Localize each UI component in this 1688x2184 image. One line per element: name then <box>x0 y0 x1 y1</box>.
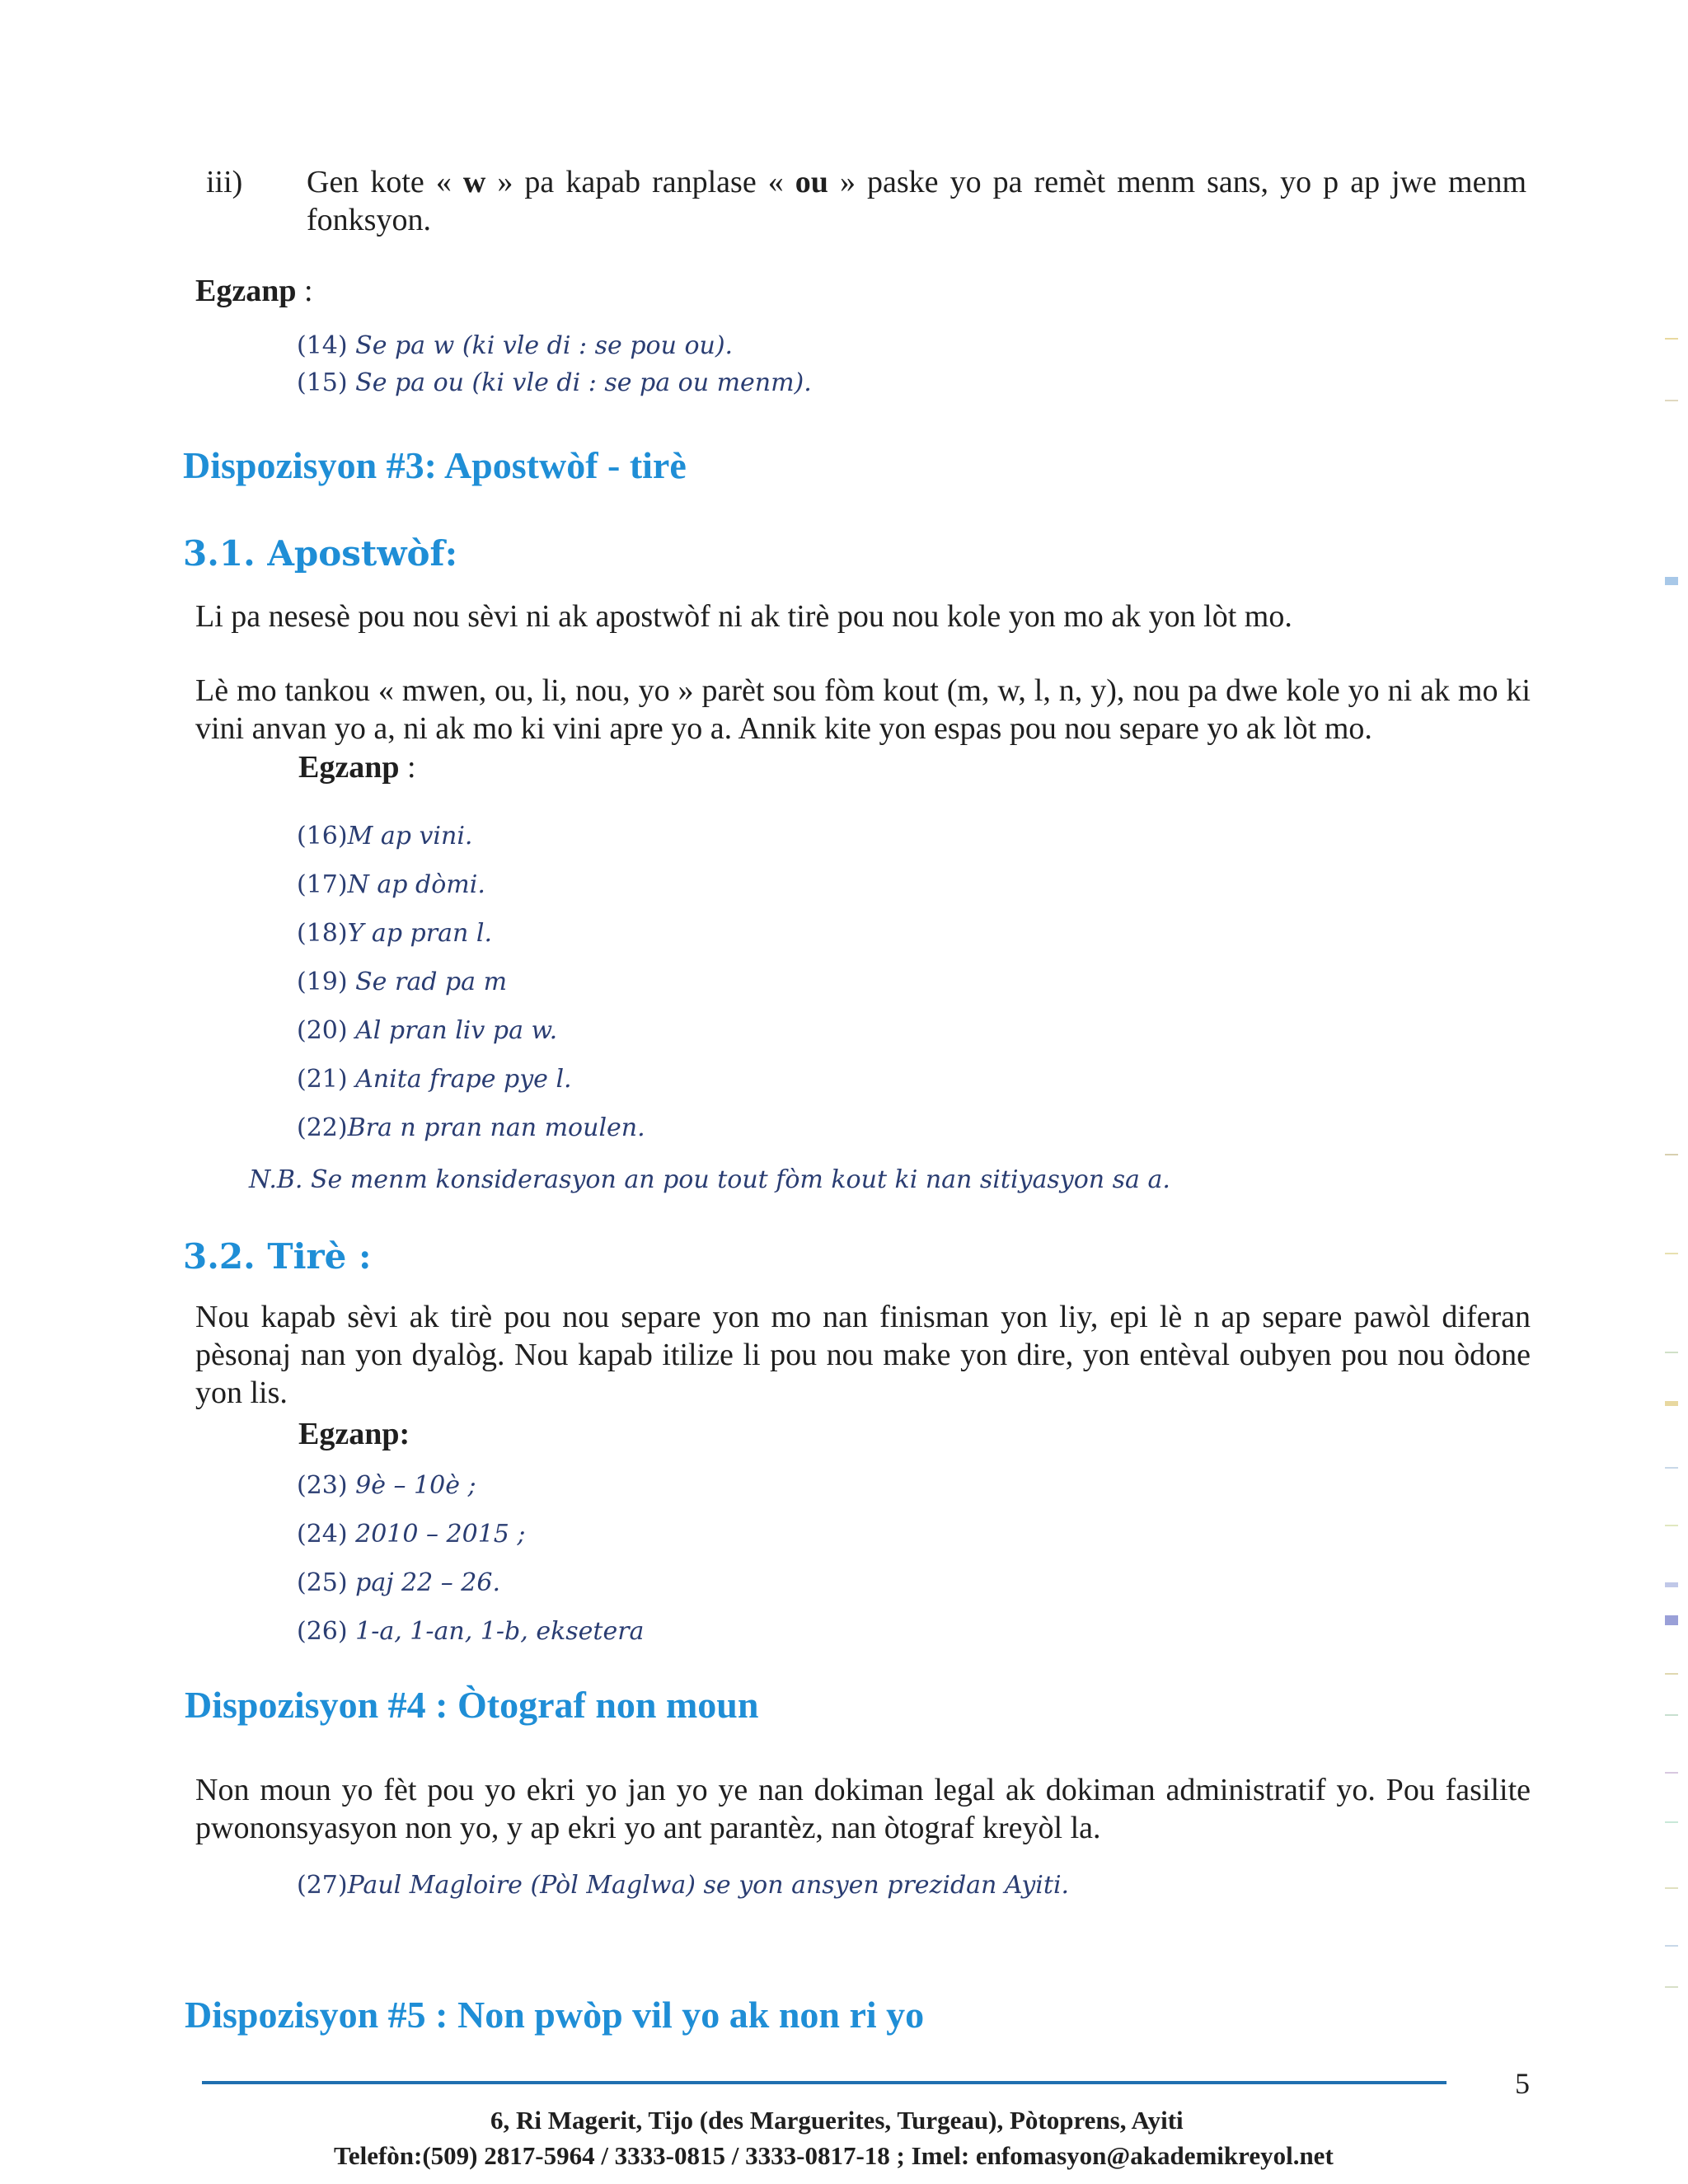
example-line: (22)Bra n pran nan moulen. <box>297 1113 645 1142</box>
example-line: (19) Se rad pa m <box>297 968 508 996</box>
list-marker: iii) <box>206 165 243 199</box>
example-line: (15) Se pa ou (ki vle di : se pa ou menm). <box>297 368 812 397</box>
example-line: (17)N ap dòmi. <box>297 870 485 899</box>
section-heading: Dispozisyon #5 : Non pwòp vil yo ak non ri yo <box>185 1994 925 2036</box>
paragraph: Lè mo tankou « mwen, ou, li, nou, yo » parèt sou fòm kout (m, w, l, n, y), nou pa dwe kole yo ni ak mo ki vini anvan yo a, ni ak mo ki vini apre yo a. Annik kite yon espas pou nou separe yo ak lòt mo. <box>195 673 1531 746</box>
example-line: (24) 2010 – 2015 ; <box>297 1520 526 1549</box>
example-label: Egzanp : <box>298 750 416 785</box>
footer-contact: Telefòn:(509) 2817-5964 / 3333-0815 / 3333-0817-18 ; Imel: enfomasyon@akademikreyol.net <box>334 2141 1334 2170</box>
example-line: (16)M ap vini. <box>297 822 473 851</box>
subsection-heading: 3.1. Apostwòf: <box>183 533 458 574</box>
example-line: (21) Anita frape pye l. <box>297 1065 572 1094</box>
paragraph: Nou kapab sèvi ak tirè pou nou separe yon mo nan finisman yon liy, epi lè n ap separe pawòl diferan pèsonaj nan yon dyalòg. Nou kapab itilize li pou nou make yon dire, yon entèval oubyen pou nou òdone yon lis. <box>195 1300 1531 1410</box>
example-line: (18)Y ap pran l. <box>297 919 492 948</box>
page-number: 5 <box>1515 2067 1530 2100</box>
footer-rule <box>202 2081 1447 2084</box>
example-line: (14) Se pa w (ki vle di : se pou ou). <box>297 331 734 360</box>
item-iii-text: Gen kote « w » pa kapab ranplase « ou » paske yo pa remèt menm sans, yo p ap jwe menm fonksyon. <box>307 165 1526 237</box>
example-line: (20) Al pran liv pa w. <box>297 1016 558 1045</box>
example-line: (25) paj 22 – 26. <box>297 1568 501 1597</box>
example-label: Egzanp : <box>195 274 313 308</box>
example-line: (26) 1-a, 1-an, 1-b, eksetera <box>297 1617 645 1646</box>
scan-edge-artifact <box>1663 0 1688 2184</box>
example-line: (27)Paul Magloire (Pòl Maglwa) se yon ansyen prezidan Ayiti. <box>297 1871 1070 1900</box>
section-heading: Dispozisyon #3: Apostwòf - tirè <box>183 444 687 486</box>
paragraph: Non moun yo fèt pou yo ekri yo jan yo ye nan dokiman legal ak dokiman administratif yo. Pou fasilite pwononsyasyon non yo, y ap ekri yo ant parantèz, nan òtograf kreyòl la. <box>195 1773 1531 1845</box>
example-line: (23) 9è – 10è ; <box>297 1471 476 1500</box>
footer-address: 6, Ri Magerit, Tijo (des Marguerites, Turgeau), Pòtoprens, Ayiti <box>490 2106 1184 2135</box>
subsection-heading: 3.2. Tirè : <box>183 1236 372 1277</box>
paragraph: Li pa nesesè pou nou sèvi ni ak apostwòf ni ak tirè pou nou kole yon mo ak yon lòt mo. <box>195 599 1292 634</box>
section-heading: Dispozisyon #4 : Òtograf non moun <box>185 1684 759 1726</box>
nb-note: N.B. Se menm konsiderasyon an pou tout fòm kout ki nan sitiyasyon sa a. <box>249 1165 1170 1194</box>
example-label: Egzanp: <box>298 1417 410 1451</box>
